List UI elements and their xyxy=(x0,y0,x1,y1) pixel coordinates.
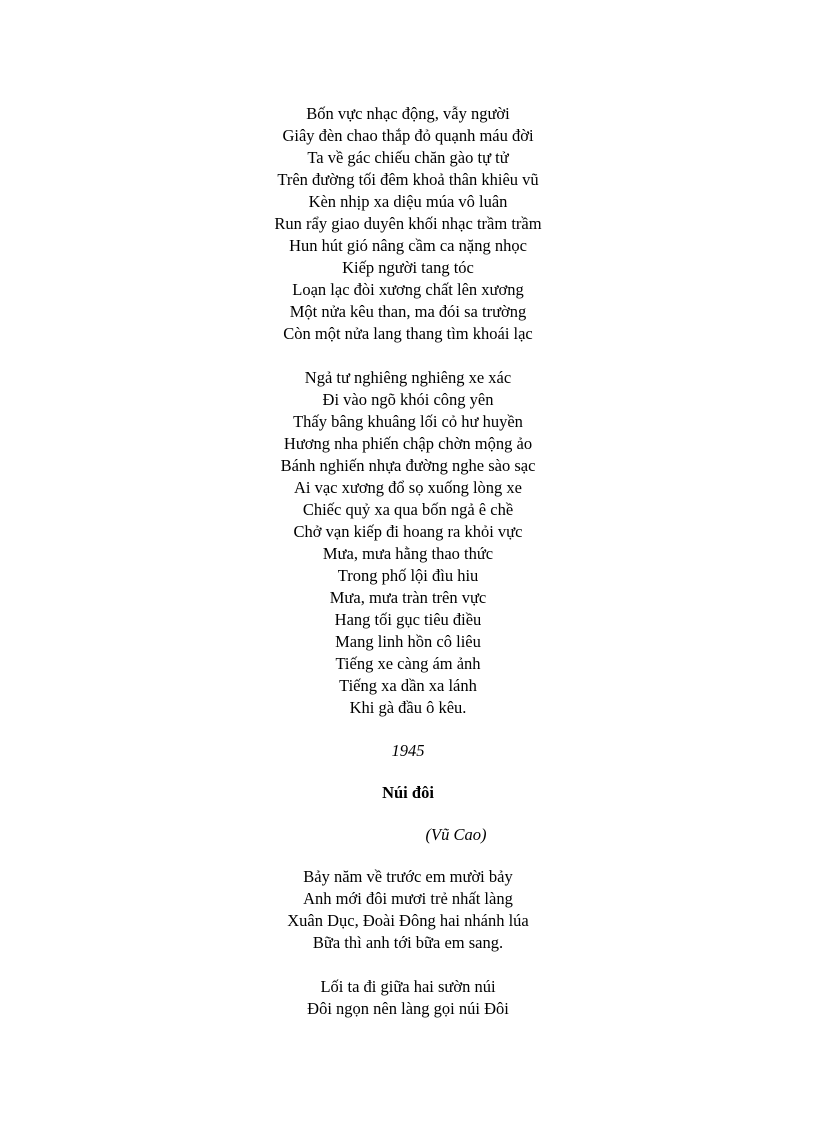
poem-line: Bữa thì anh tới bữa em sang. xyxy=(312,933,504,952)
poem-line: Mưa, mưa hằng thao thức xyxy=(322,544,494,563)
poem2-stanza-2 xyxy=(208,976,608,1020)
poem-line: Giây đèn chao thắp đỏ quạnh máu đời xyxy=(282,126,534,145)
poem-author: (Vũ Cao) xyxy=(425,825,487,844)
poem-line: Loạn lạc đòi xương chất lên xương xyxy=(292,280,524,299)
poem1-stanza-1 xyxy=(208,103,608,345)
poem-line: Bốn vực nhạc động, vẫy người xyxy=(306,104,510,123)
poem-line: Bảy năm về trước em mười bảy xyxy=(303,867,513,886)
poem-line: Trên đường tối đêm khoả thân khiêu vũ xyxy=(277,170,539,189)
poem-line: Hang tối gục tiêu điều xyxy=(334,610,482,629)
poem-year: 1945 xyxy=(391,741,425,760)
poem-line: Trong phố lội đìu hiu xyxy=(337,566,479,585)
poem-line: Đôi ngọn nên làng gọi núi Đôi xyxy=(307,999,509,1018)
poem-line: Hương nha phiến chập chờn mộng ảo xyxy=(283,434,533,453)
poem-line: Khi gà đầu ô kêu. xyxy=(349,698,467,717)
poem-line: Ngả tư nghiêng nghiêng xe xác xyxy=(304,368,512,387)
poem-line: Một nửa kêu than, ma đói sa trường xyxy=(289,302,527,321)
poem-line: Ta về gác chiếu chăn gào tự tử xyxy=(307,148,509,167)
poem-line: Đi vào ngõ khói công yên xyxy=(322,390,494,409)
poem-line: Chiếc quỷ xa qua bốn ngả ê chề xyxy=(302,500,514,519)
poem2-stanza-1 xyxy=(208,866,608,954)
poem-line: Kiếp người tang tóc xyxy=(342,258,474,277)
poem1-stanza-2 xyxy=(208,367,608,719)
poem-line: Ai vạc xương đổ sọ xuống lòng xe xyxy=(293,478,523,497)
poem-line: Kèn nhịp xa diệu múa vô luân xyxy=(308,192,508,211)
poem-line: Mưa, mưa tràn trên vực xyxy=(329,588,487,607)
poem-line: Run rẩy giao duyên khối nhạc trầm trầm xyxy=(274,214,542,233)
poem-line: Chở vạn kiếp đi hoang ra khỏi vực xyxy=(293,522,523,541)
poem-line: Xuân Dục, Đoài Đông hai nhánh lúa xyxy=(287,911,529,930)
poem-title: Núi đôi xyxy=(382,783,434,802)
poem-line: Hun hút gió nâng cầm ca nặng nhọc xyxy=(289,236,527,255)
poem-line: Còn một nửa lang thang tìm khoái lạc xyxy=(283,324,533,343)
poem-line: Bánh nghiến nhựa đường nghe sào sạc xyxy=(280,456,536,475)
poem-line: Thấy bâng khuâng lối cỏ hư huyền xyxy=(293,412,523,431)
poem-line: Tiếng xe càng ám ảnh xyxy=(335,654,481,673)
poem-line: Lối ta đi giữa hai sườn núi xyxy=(320,977,496,996)
poem-line: Mang linh hồn cô liêu xyxy=(335,632,481,651)
poem-line: Anh mới đôi mươi trẻ nhất làng xyxy=(303,889,513,908)
poem-line: Tiếng xa dần xa lánh xyxy=(339,676,477,695)
